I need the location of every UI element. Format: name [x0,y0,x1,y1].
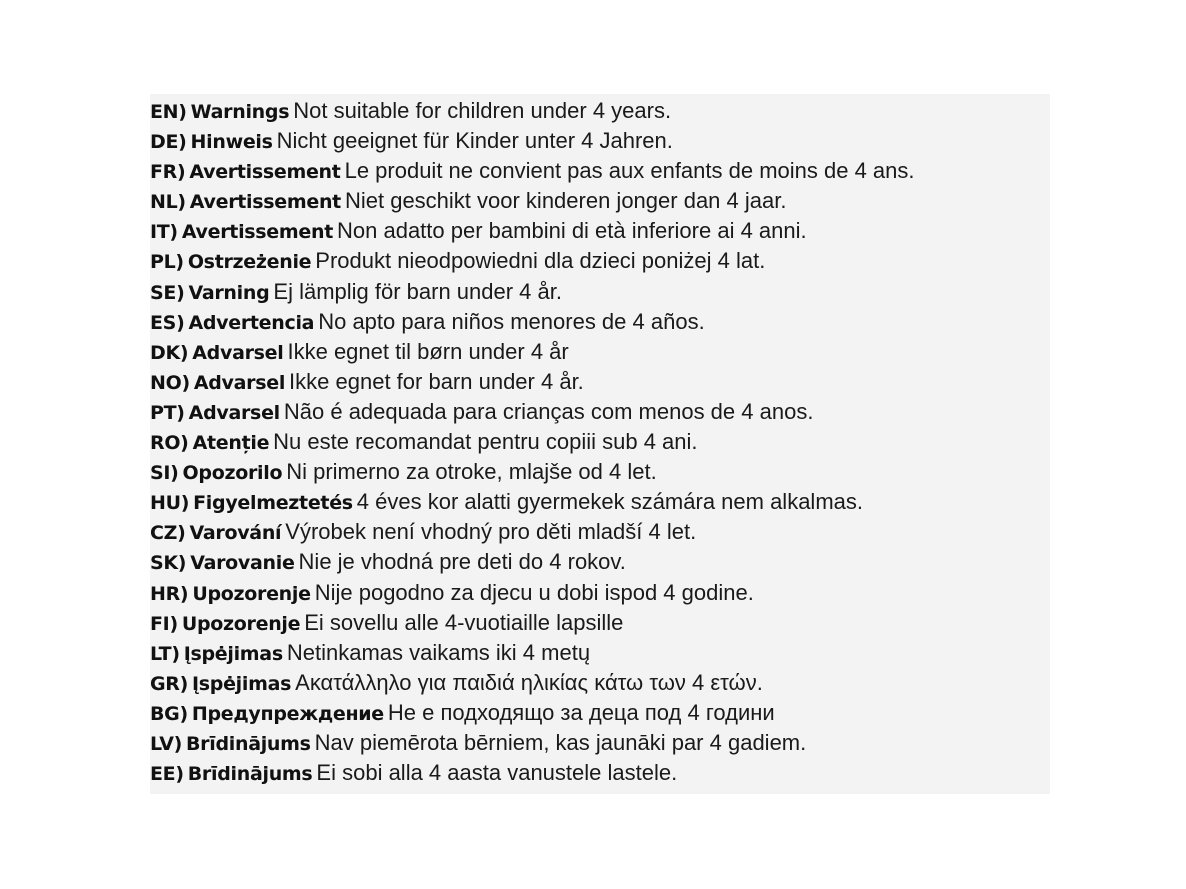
warning-heading: Upozorenje [192,582,311,605]
language-code: SK) [150,552,187,575]
warning-heading: Предупреждение [191,702,384,725]
language-code: DK) [150,341,189,364]
warning-text: Ακατάλληλο για παιδιά ηλικίας κάτω των 4 ετών. [295,669,763,695]
warning-line-pt [150,397,915,427]
warning-heading: Advarsel [193,371,286,394]
warnings-list [150,96,915,788]
warning-text: Nav piemērota bērniem, kas jaunāki par 4 gadiem. [314,729,807,755]
language-code: EE) [150,763,184,786]
warning-line-pl [150,246,915,276]
language-code: PT) [150,401,185,424]
warning-heading: Advarsel [192,341,284,364]
language-code: NO) [150,371,190,394]
warning-heading: Įspėjimas [183,642,283,665]
warning-heading: Avertissement [189,161,341,184]
language-code: ES) [150,311,185,334]
warning-heading: Atenție [192,432,270,455]
warning-heading: Opozorilo [182,462,283,485]
warning-heading: Varování [189,522,282,545]
language-code: SE) [150,281,185,304]
warning-line-lv [150,728,915,758]
warning-line-si [150,457,915,487]
warning-text: Ni primerno za otroke, mlajše od 4 let. [286,459,657,485]
warning-text: Ikke egnet for barn under 4 år. [289,368,584,394]
language-code: HU) [150,492,190,515]
warning-heading: Avertissement [189,191,341,214]
warning-line-es [150,307,915,337]
warning-heading: Upozorenje [181,612,301,635]
warning-text: Não é adequada para crianças com menos de 4 anos. [283,398,814,424]
warning-text: Le produit ne convient pas aux enfants de moins de 4 ans. [344,158,915,184]
language-code: SI) [150,462,179,485]
language-code: RO) [150,432,189,455]
warning-line-gr [150,668,915,698]
warning-text: Не е подходящо за деца под 4 години [387,699,775,725]
warning-line-it [150,216,915,246]
warning-line-fi [150,608,915,638]
warning-line-nl [150,186,915,216]
warning-heading: Brīdinājums [185,732,311,755]
warning-text: Niet geschikt voor kinderen jonger dan 4 jaar. [344,188,787,214]
language-code: FI) [150,612,178,635]
warning-line-fr [150,156,915,186]
warning-line-sk [150,547,915,577]
warning-heading: Advertencia [188,311,315,334]
warning-heading: Varovanie [190,552,295,575]
warning-line-no [150,367,915,397]
language-code: IT) [150,221,178,244]
warning-text: Nu este recomandat pentru copiii sub 4 ani. [273,429,698,455]
warning-line-bg [150,698,915,728]
warning-text: Not suitable for children under 4 years. [293,98,672,123]
language-code: LT) [150,642,180,665]
warning-text: 4 éves kor alatti gyermekek számára nem alkalmas. [356,489,863,515]
warning-heading: Varning [188,281,270,304]
language-code: BG) [150,702,188,725]
warning-line-cz [150,517,915,547]
warning-line-en [150,96,915,126]
warning-heading: Avertissement [181,221,333,244]
warning-text: Nie je vhodná pre deti do 4 rokov. [298,549,626,575]
warning-text: Ei sovellu alle 4-vuotiaille lapsille [304,609,624,635]
warning-heading: Brīdinājums [187,763,313,786]
warning-text: No apto para niños menores de 4 años. [318,308,705,334]
warning-line-hu [150,487,915,517]
warning-heading: Ostrzeżenie [187,251,312,274]
warning-heading: Advarsel [188,401,280,424]
warning-heading: Figyelmeztetés [193,492,353,515]
language-code: PL) [150,251,184,274]
warning-text: Netinkamas vaikams iki 4 metų [286,639,591,665]
warning-line-hr [150,578,915,608]
warning-line-ee [150,758,915,788]
warning-line-se [150,277,915,307]
language-code: NL) [150,191,186,214]
language-code: EN) [150,101,187,123]
warning-heading: Įspėjimas [192,672,292,695]
warning-line-ro [150,427,915,457]
warning-text: Ikke egnet til børn under 4 år [287,338,569,364]
warning-text: Ej lämplig för barn under 4 år. [273,278,562,304]
language-code: DE) [150,131,187,154]
warning-line-de [150,126,915,156]
warning-heading: Hinweis [190,131,273,154]
language-code: GR) [150,672,189,695]
language-code: LV) [150,732,182,755]
warning-line-lt [150,638,915,668]
language-code: FR) [150,161,186,184]
warning-line-dk [150,337,915,367]
warning-text: Výrobek není vhodný pro děti mladší 4 let. [285,519,697,545]
warning-text: Nije pogodno za djecu u dobi ispod 4 godine. [314,579,754,605]
warning-heading: Warnings [190,101,290,123]
language-code: CZ) [150,522,186,545]
language-code: HR) [150,582,189,605]
warning-text: Produkt nieodpowiedni dla dzieci poniżej 4 lat. [315,248,766,274]
warning-text: Nicht geeignet für Kinder unter 4 Jahren. [276,128,673,154]
warning-text: Non adatto per bambini di età inferiore ai 4 anni. [337,218,807,244]
warning-text: Ei sobi alla 4 aasta vanustele lastele. [316,760,678,786]
